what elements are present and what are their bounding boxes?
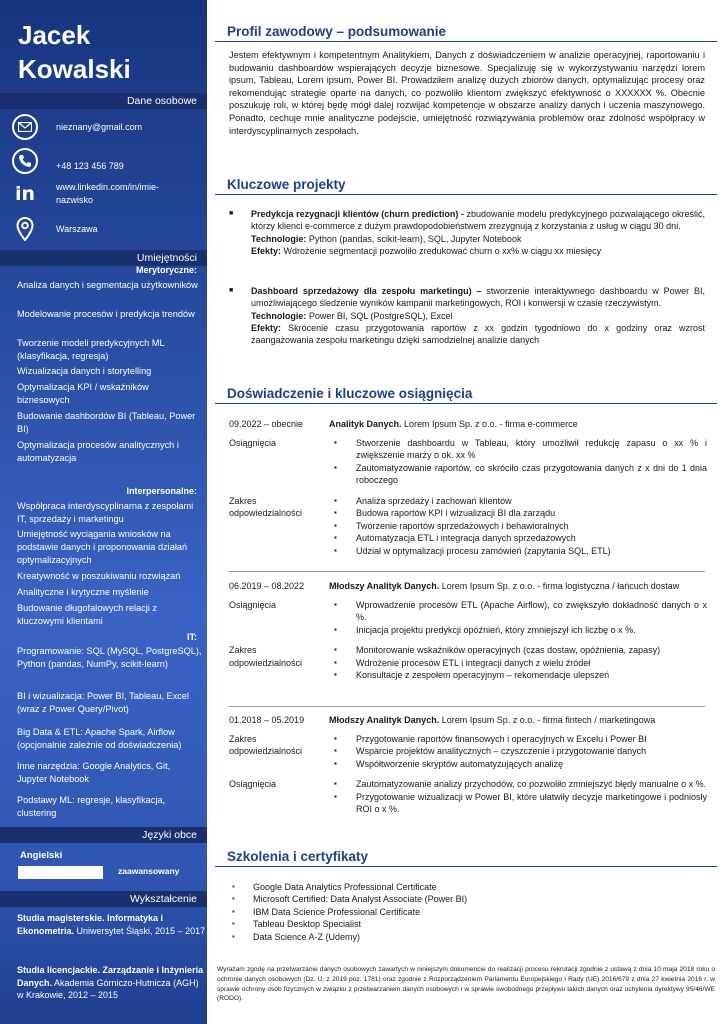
responsibility-item: ▪ Współtworzenie skryptów automatyzujących analizę — [324, 758, 707, 771]
responsibility-item: ▪ Wdrożenie procesów ETL i integracji danych z wielu źródeł — [324, 657, 707, 670]
certificate-item: ▪ Tableau Desktop Specialist — [229, 918, 467, 930]
skill-item: Programowanie: SQL (MySQL, PostgreSQL), Python (pandas, NumPy, scikit-learn) — [17, 646, 202, 669]
project-item: ■ Dashboard sprzedażowy dla zespołu marketingu) – stworzenie interaktywnego dashboardu w Power BI, umożliwiającego śledzenie wyników kampanii marketingowych, ROI i konwersji w czasie rzeczywistym. Technologie: Power BI, SQL (PostgreSQL), Excel Efekty: Skrócenie czasu przygotowania raportów z xx godzin tygodniowo do x godziny oraz wzrost zaangażowania zespołu marketingu dzięki samodzielnej analizie danych — [229, 286, 706, 346]
achievement-item: ▪ Inicjacja projektu predykcji opóźnień, który zmniejszył ich liczbę o x %. — [324, 624, 707, 637]
skills-merit-heading: Merytoryczne: — [135, 265, 197, 275]
bullet-icon: ■ — [229, 287, 234, 294]
achievement-item: ▪ Zautomatyzowanie analizy przychodów, co pozwoliło zmniejszyć błędy manualne o x %. — [324, 778, 707, 791]
certificate-item: ▪ Google Data Analytics Professional Certificate — [229, 881, 467, 893]
contact-linkedin[interactable]: in www.linkedin.com/in/imie-nazwisko — [12, 181, 196, 207]
skill-item: Analityczne i krytyczne myślenie — [17, 587, 149, 597]
responsibility-item: ▪ Budowa raportów KPI i wizualizacji BI dla zarządu — [324, 507, 707, 520]
section-bar-personal: Dane osobowe — [0, 93, 207, 109]
map-pin-icon — [12, 216, 38, 242]
achievement-item: ▪ Przygotowanie wizualizacji w Power BI, które ułatwiły decyzje marketingowe i podniosły ROI o x %. — [324, 791, 707, 816]
language-level-bar — [18, 866, 103, 879]
project-item: ■ Predykcja rezygnacji klientów (churn prediction) - zbudowanie modelu predykcyjnego pozwalającego określić, którzy klienci e-commerce z dużym prawdopodobieństwem zrezygnują z korzystania z usług w ciągu 30 dni. Technologie: Python (pandas, scikit-learn), SQL, Jupyter Notebook Efekty: Wdrożenie segmentacji pozwoliło zredukować churn o xx% w ciągu xx miesięcy — [229, 209, 705, 256]
bullet-icon: ■ — [229, 210, 234, 217]
responsibility-item: ▪ Wsparcie projektów analitycznych – czyszczenie i przygotowanie danych — [324, 745, 707, 758]
section-heading-experience: Doświadczenie i kluczowe osiągnięcia — [215, 386, 717, 404]
education-item: Studia licencjackie. Zarządzanie i Inżynieria Danych. Akademia Górniczo-Hutnicza (AGH) w Krakowie, 2012 – 2015 — [17, 965, 204, 1000]
skill-item: Umiejętność wyciągania wniosków na podstawie danych i proponowania działań optymalizacyjnych — [17, 529, 188, 565]
skills-inter-heading: Interpersonalne: — [126, 486, 197, 496]
responsibility-item: ▪ Monitorowanie wskaźników operacyjnych (czas dostaw, opóźnienia, zapasy) — [324, 644, 707, 657]
envelope-icon — [12, 114, 38, 140]
gdpr-consent-clause: Wyrażam zgodę na przetwarzanie danych osobowych zawartych w niniejszym dokumencie do realizacji procesu rekrutacji zgodnie z ustawą z dnia 10 maja 2018 roku o ochronie danych osobowych (Dz. U. z 2019 poz. 1781) oraz zgodnie z Rozporządzeniem Parlamentu Europejskiego i Rady (UE) 2016/679 z dnia 27 kwietnia 2016 r. w sprawie ochrony osób fizycznych w związku z przetwarzaniem danych osobowych i w sprawie swobodnego przepływu takich danych oraz uchylenia dyrektywy 95/46/WE (RODO). — [217, 966, 715, 1003]
responsibility-item: ▪ Analiza sprzedaży i zachowań klientów — [324, 495, 707, 508]
responsibility-item: ▪ Przygotowanie raportów finansowych i operacyjnych w Excelu i Power BI — [324, 733, 707, 746]
achievement-item: ▪ Stworzenie dashboardu w Tableau, który umożliwił redukcję zapasu o xx % i zwiększenie marży o ok. xx % — [324, 437, 707, 462]
section-heading-certificates: Szkolenia i certyfikaty — [215, 849, 717, 867]
skill-item: Kreatywność w poszukiwaniu rozwiązań — [17, 571, 181, 581]
divider — [229, 706, 705, 707]
section-bar-skills: Umiejętności — [0, 250, 207, 266]
skill-item: Tworzenie modeli predykcyjnych ML (klasyfikacja, regresja) — [17, 338, 165, 361]
skill-item: Podstawy ML: regresje, klasyfikacja, clustering — [17, 795, 166, 818]
certificate-list — [229, 881, 467, 943]
certificate-item: ▪ Microsoft Certified: Data Analyst Associate (Power BI) — [229, 893, 467, 905]
job-entry: 09.2022 – obecnie Analityk Danych. Lorem Ipsum Sp. z o.o. - firma e-commerce Osiągnięcia ▪ Stworzenie dashboardu w Tableau, który umożliwił redukcję zapasu o xx % i zwiększenie marży o ok. xx % ▪ Zautomatyzowanie raportów, co skróciło czas przygotowania danych z x dni do 1 dnia roboczego Zakres odpowiedzialności ▪ Analiza sprzedaży i zachowań klientów ▪ Budowa raportów KPI i wizualizacji BI dla zarządu ▪ Tworzenie raportów sprzedażowych i behawioralnych ▪ Automatyzacja ETL i integracja danych sprzedażowych ▪ Udział w optymalizacji procesu zamówień (zapytania SQL, ETL) — [229, 418, 707, 557]
education-item: Studia magisterskie. Informatyka i Ekonometria. Uniwersytet Śląski, 2015 – 2017 — [17, 913, 206, 936]
language-name: Angielski — [20, 850, 63, 861]
section-heading-projects: Kluczowe projekty — [215, 177, 717, 195]
skill-item: Big Data & ETL: Apache Spark, Airflow (opcjonalnie zależnie od doświadczenia) — [17, 727, 182, 750]
divider — [229, 571, 705, 572]
skill-item: Budowanie długofalowych relacji z kluczowymi klientami — [17, 603, 157, 626]
profile-summary: Jestem efektywnym i kompetentnym Analitykiem, Danych z doświadczeniem w analizie operacyjnej, raportowaniu i budowaniu dashboardów wspierających decyzje biznesowe. Specjalizuję się w wykorzystywaniu narzędzi lorem ipsum, Tableau, Lorem ipsum, Power BI. Prowadziłem analizę dużych zbiorów danych, optymalizując procesy oraz rekomendując strategie oparte na danych, co pozwoliło klientom zwiększyć efektywność o XXXXXX %. Obecnie poszukuję roli, w której będę mógł dalej rozwijać kompetencje w obszarze analizy danych i uczenia maszynowego. Ponadto, cechuje mnie analityczne podejście, umiejętność rozwiązywania problemów oraz zdolność współpracy w interdyscyplinarnych zespołach. — [229, 50, 705, 136]
contact-phone[interactable]: +48 123 456 789 — [12, 148, 196, 174]
skill-item: Budowanie dashbordów BI (Tableau, Power BI) — [17, 411, 196, 434]
language-level: zaawansowany — [118, 866, 180, 876]
skill-item: BI i wizualizacja: Power BI, Tableau, Excel (wraz z Power Query/Pivot) — [17, 691, 189, 714]
skill-item: Optymalizacja procesów analitycznych i automatyzacja — [17, 440, 179, 463]
section-bar-education: Wykształcenie — [0, 891, 207, 907]
responsibility-item: ▪ Tworzenie raportów sprzedażowych i behawioralnych — [324, 520, 707, 533]
skill-item: Wizualizacja danych i storytelling — [17, 366, 152, 376]
achievement-item: ▪ Zautomatyzowanie raportów, co skróciło czas przygotowania danych z x dni do 1 dnia roboczego — [324, 462, 707, 487]
candidate-name: Jacek Kowalski — [18, 20, 131, 84]
skill-item: Optymalizacja KPI / wskaźników biznesowych — [17, 382, 149, 405]
responsibility-item: ▪ Automatyzacja ETL i integracja danych sprzedażowych — [324, 532, 707, 545]
job-entry: 06.2019 – 08.2022 Młodszy Analityk Danych. Lorem Ipsum Sp. z o.o. - firma logistyczna / łańcuch dostaw Osiągnięcia ▪ Wprowadzenie procesów ETL (Apache Airflow), co zwiększyło dokładność danych o x %. ▪ Inicjacja projektu predykcji opóźnień, który zmniejszył ich liczbę o x %. Zakres odpowiedzialności ▪ Monitorowanie wskaźników operacyjnych (czas dostaw, opóźnienia, zapasy) ▪ Wdrożenie procesów ETL i integracji danych z wielu źródeł ▪ Konsultacje z zespołem operacyjnym – rekomendacje ulepszeń — [229, 580, 707, 682]
skill-item: Analiza danych i segmentacja użytkowników — [17, 280, 198, 290]
contact-email[interactable]: nieznany@gmail.com — [12, 114, 196, 140]
skill-item: Modelowanie procesów i predykcja trendów — [17, 309, 195, 319]
skills-it-heading: IT: — [187, 632, 197, 642]
skill-item: Współpraca interdyscyplinarna z zespołami IT, sprzedaży i marketingu — [17, 501, 194, 524]
linkedin-icon: in — [14, 183, 36, 205]
skill-item: Inne narzędzia: Google Analytics, Git, Jupyter Notebook — [17, 761, 171, 784]
main-content — [207, 0, 724, 1024]
responsibility-item: ▪ Konsultacje z zespołem operacyjnym – rekomendacje ulepszeń — [324, 669, 707, 682]
certificate-item: ▪ Data Science A-Z (Udemy) — [229, 931, 467, 943]
job-entry: 01.2018 – 05.2019 Młodszy Analityk Danych. Lorem Ipsum Sp. z o.o. - firma fintech / marketingowa Zakres odpowiedzialności ▪ Przygotowanie raportów finansowych i operacyjnych w Excelu i Power BI ▪ Wsparcie projektów analitycznych – czyszczenie i przygotowanie danych ▪ Współtworzenie skryptów automatyzujących analizę Osiągnięcia ▪ Zautomatyzowanie analizy przychodów, co pozwoliło zmniejszyć błędy manualne o x %. ▪ Przygotowanie wizualizacji w Power BI, które ułatwiły decyzje marketingowe i podniosły ROI o x %. — [229, 714, 707, 816]
phone-icon — [12, 148, 38, 174]
certificate-item: ▪ IBM Data Science Professional Certificate — [229, 906, 467, 918]
section-heading-profile: Profil zawodowy – podsumowanie — [215, 24, 717, 42]
achievement-item: ▪ Wprowadzenie procesów ETL (Apache Airflow), co zwiększyło dokładność danych o x %. — [324, 599, 707, 624]
contact-location: Warszawa — [12, 216, 196, 242]
sidebar — [0, 0, 207, 1024]
section-bar-languages: Języki obce — [0, 827, 207, 843]
responsibility-item: ▪ Udział w optymalizacji procesu zamówień (zapytania SQL, ETL) — [324, 545, 707, 558]
